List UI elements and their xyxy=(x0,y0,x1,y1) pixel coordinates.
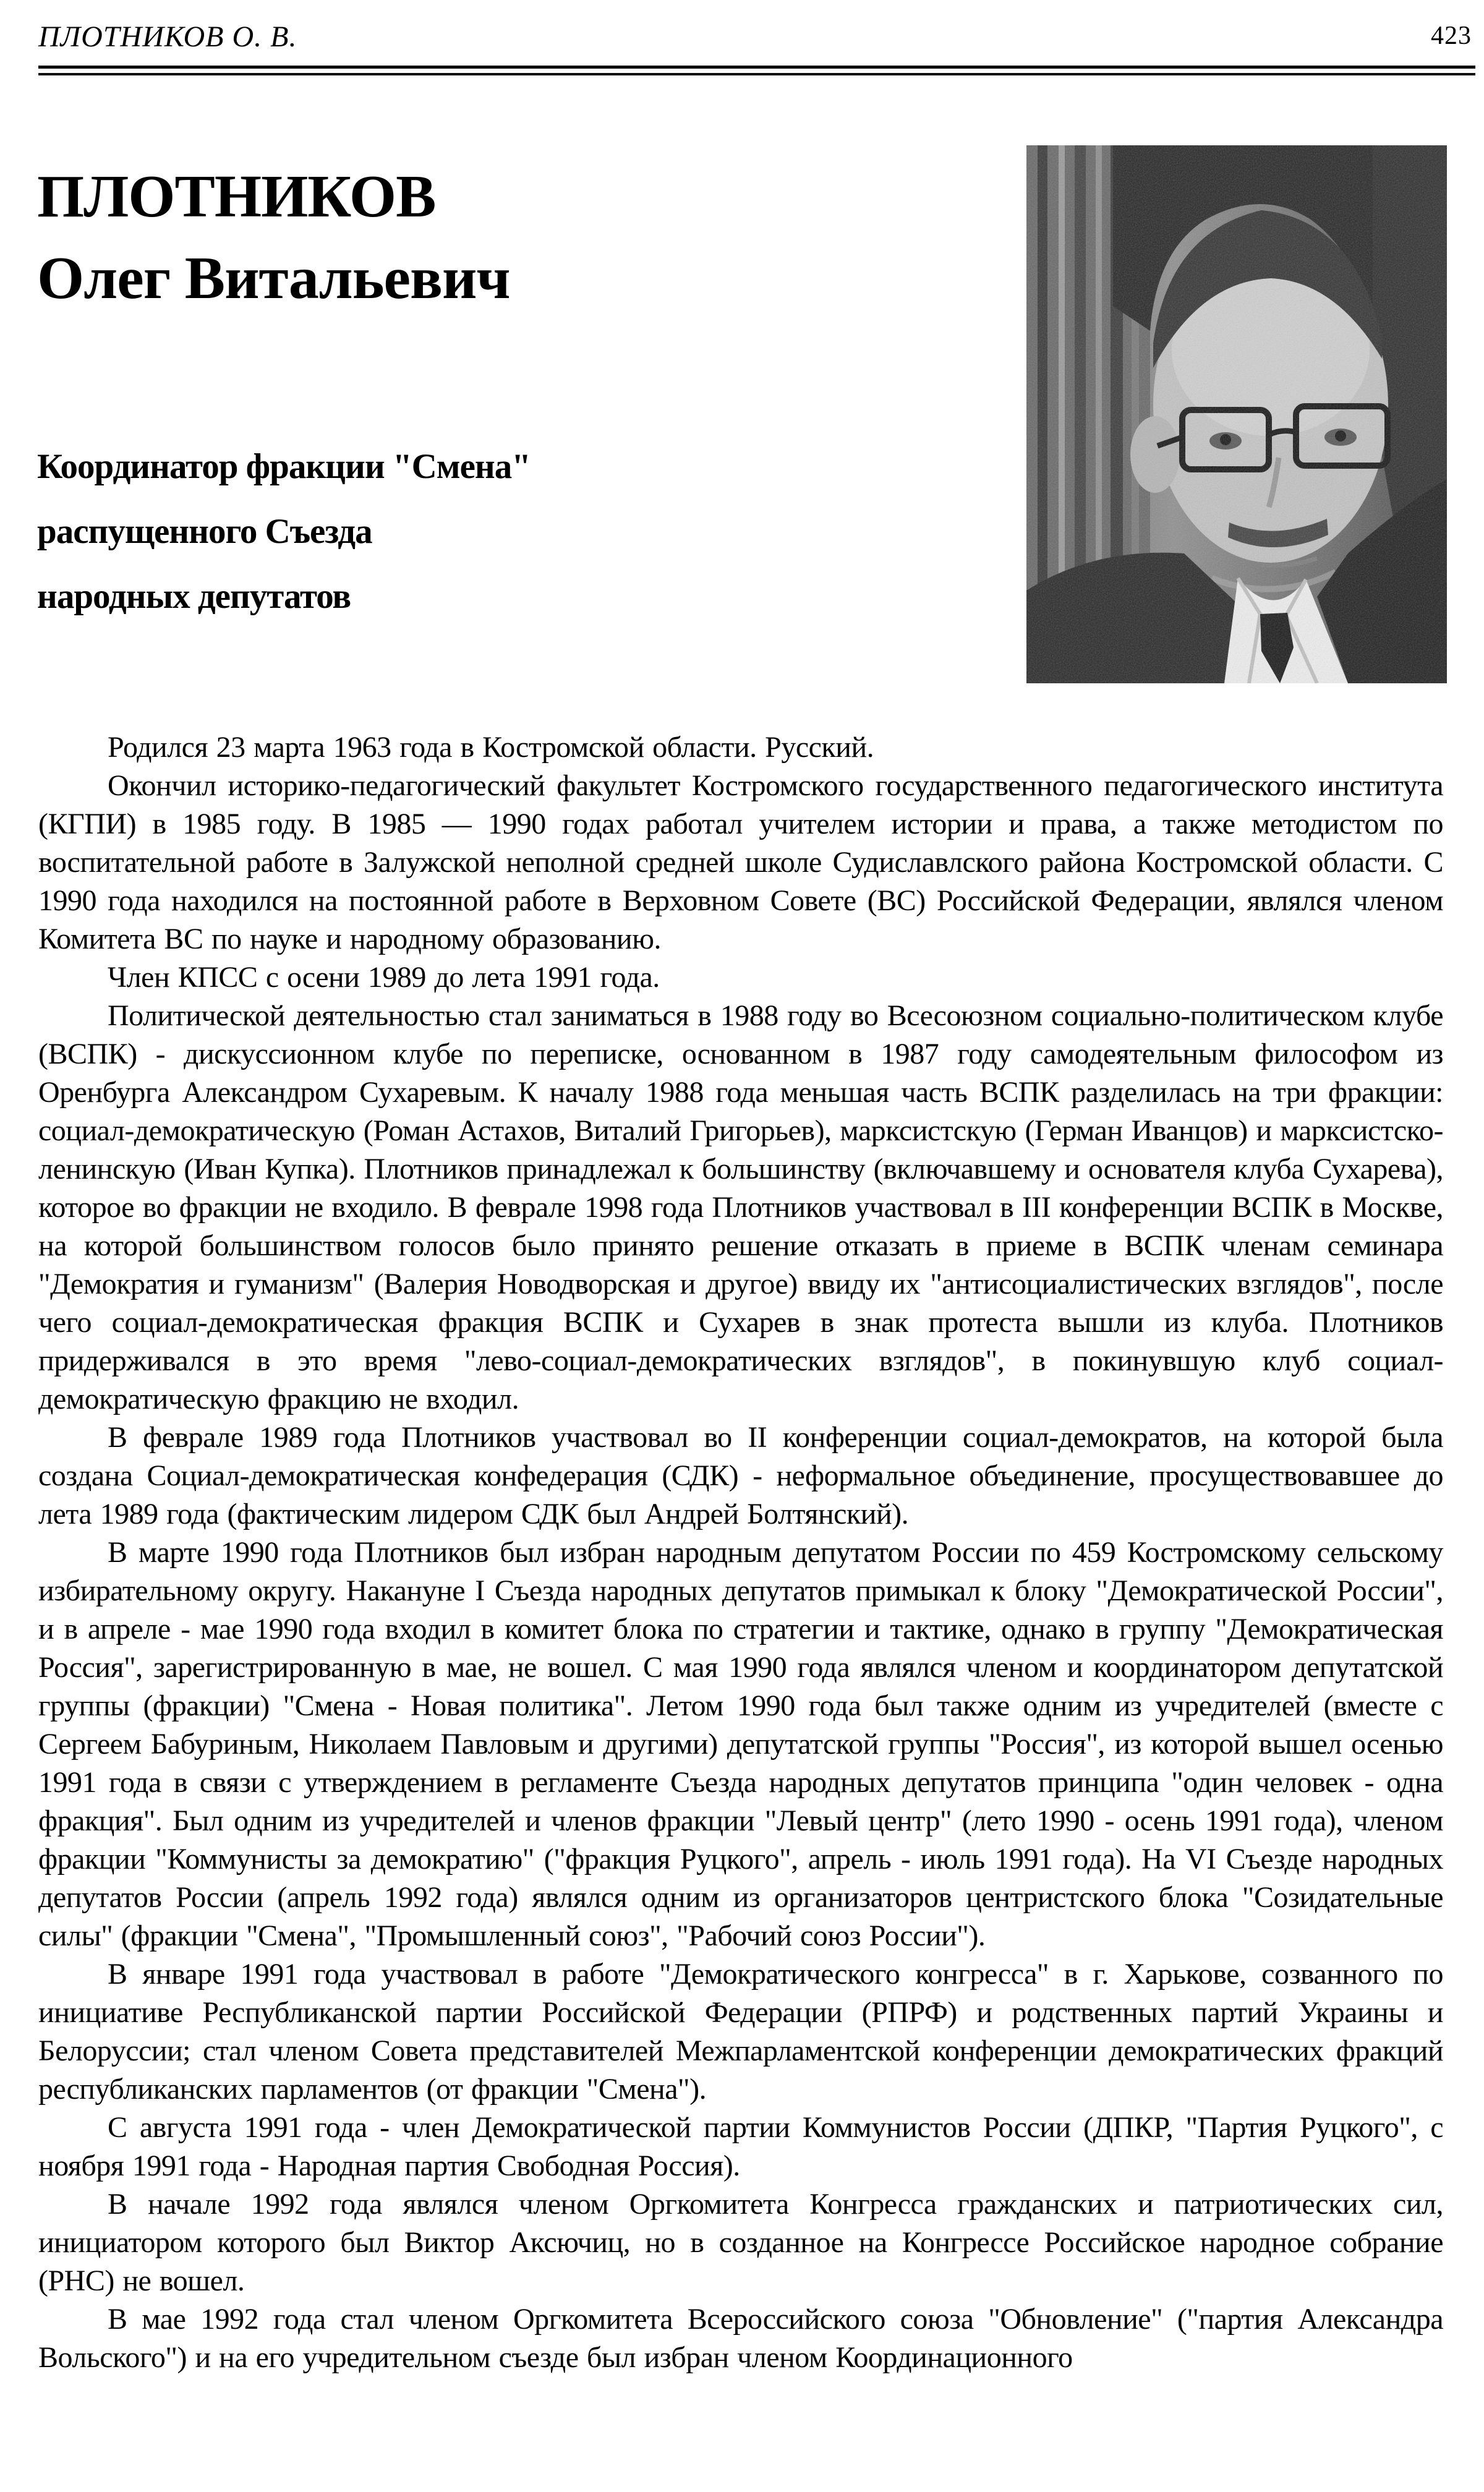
person-name-title xyxy=(37,156,1002,319)
person-given-names: Олег Витальевич xyxy=(37,245,510,312)
bio-paragraph: Член КПСС с осени 1989 до лета 1991 года. xyxy=(108,961,660,994)
bio-paragraph: В начале 1992 года являлся членом Оргкомитета Конгресса гражданских и патриотических сил, инициатором которого был Виктор Аксючиц, но в созданное на Конгрессе Российское народное собрание (РНС) не вошел. xyxy=(38,2188,1443,2297)
bio-paragraph: В мае 1992 года стал членом Оргкомитета Всероссийского союза "Обновление" ("партия Александра Вольского") и на его учредительном съезде был избран членом Координационного xyxy=(38,2303,1443,2374)
portrait-photo xyxy=(1026,145,1447,683)
position-line: распущенного Съезда xyxy=(37,512,372,551)
bio-paragraph: В марте 1990 года Плотников был избран народным депутатом России по 459 Костромскому сельскому избирательному округу. Накануне I Съезда народных депутатов примыкал к блоку "Демократической России", и в апреле - мае 1990 года входил в комитет блока по стратегии и тактике, однако в группу "Демократическая Россия", зарегистрированную в мае, не вошел. С мая 1990 года являлся членом и координатором депутатской группы (фракции) "Смена - Новая политика". Летом 1990 года был также одним из учредителей (вместе с Сергеем Бабуриным, Николаем Павловым и другими) депутатской группы "Россия", из которой вышел осенью 1991 года в связи с утверждением в регламенте Съезда народных депутатов принципа "один человек - одна фракция". Был одним из учредителей и членов фракции "Левый центр" (лето 1990 - осень 1991 года), членом фракции "Коммунисты за демократию" ("фракция Руцкого", апрель - июль 1991 года). На VI Съезде народных депутатов России (апрель 1992 года) являлся одним из организаторов центристского блока "Созидательные силы" (фракции "Смена", "Промышленный союз", "Рабочий союз России"). xyxy=(38,1536,1443,1952)
running-header-name: ПЛОТНИКОВ О. В. xyxy=(38,20,297,53)
position-line: Координатор фракции "Смена" xyxy=(37,447,531,486)
position-line: народных депутатов xyxy=(37,577,351,616)
bio-paragraph: В январе 1991 года участвовал в работе "Демократического конгресса" в г. Харькове, созванного по инициативе Республиканской партии Российской Федерации (РПРФ) и родственных партий Украины и Белоруссии; стал членом Совета представителей Межпарламентской конференции демократических фракций республиканских парламентов (от фракции "Смена"). xyxy=(38,1958,1443,2106)
bio-paragraph: Политической деятельностью стал заниматься в 1988 году во Всесоюзном социально-политическом клубе (ВСПК) - дискуссионном клубе по переписке, основанном в 1987 году самодеятельным философом из Оренбурга Александром Сухаревым. К началу 1988 года меньшая часть ВСПК разделилась на три фракции: социал-демократическую (Роман Астахов, Виталий Григорьев), марксистскую (Герман Иванцов) и марксистско-ленинскую (Иван Купка). Плотников принадлежал к большинству (включавшему и основателя клуба Сухарева), которое во фракции не входило. В феврале 1998 года Плотников участвовал в III конференции ВСПК в Москве, на которой большинством голосов было принято решение отказать в приеме в ВСПК членам семинара "Демократия и гуманизм" (Валерия Новодворская и другое) ввиду их "антисоциалистических взглядов", после чего социал-демократическая фракция ВСПК и Сухарев в знак протеста вышли из клуба. Плотников придерживался в это время "лево-социал-демократических взглядов", в покинувшую клуб социал-демократическую фракцию не входил. xyxy=(38,999,1443,1415)
bio-paragraph: Родился 23 марта 1963 года в Костромской области. Русский. xyxy=(108,731,874,764)
person-surname: ПЛОТНИКОВ xyxy=(37,163,436,230)
page-number: 423 xyxy=(1431,22,1472,50)
person-position xyxy=(37,434,1002,629)
bio-paragraph: С августа 1991 года - член Демократической партии Коммунистов России (ДПКР, "Партия Руцкого", с ноября 1991 года - Народная партия Свободная Россия). xyxy=(38,2111,1443,2182)
bio-paragraph: В феврале 1989 года Плотников участвовал во II конференции социал-демократов, на которой была создана Социал-демократическая конфедерация (СДК) - неформальное объединение, просуществовавшее до лета 1989 года (фактическим лидером СДК был Андрей Болтянский). xyxy=(38,1421,1443,1530)
running-header xyxy=(38,20,1475,57)
header-divider-rule xyxy=(38,66,1475,75)
bio-paragraph: Окончил историко-педагогический факультет Костромского государственного педагогического института (КГПИ) в 1985 году. В 1985 — 1990 годах работал учителем истории и права, а также методистом по воспитательной работе в Залужской неполной средней школе Судиславлского района Костромской области. С 1990 года находился на постоянной работе в Верховном Совете (ВС) Российской Федерации, являлся членом Комитета ВС по науке и народному образованию. xyxy=(38,769,1443,955)
biography-text xyxy=(38,728,1443,2377)
